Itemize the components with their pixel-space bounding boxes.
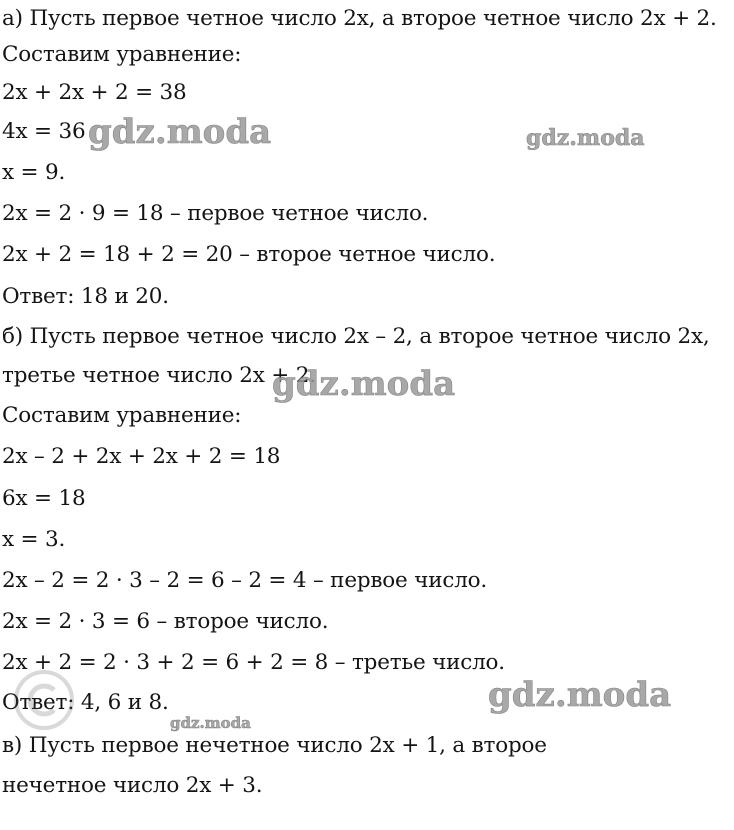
watermark-3: gdz.moda	[272, 364, 456, 404]
text-line-6: 2x = 2 · 9 = 18 – первое четное число.	[2, 201, 429, 226]
text-line-9: б) Пусть первое четное число 2x – 2, а второе четное число 2x,	[2, 324, 710, 349]
text-line-19: в) Пусть первое нечетное число 2x + 1, а второе	[2, 733, 547, 758]
text-line-16: 2x = 2 · 3 = 6 – второе число.	[2, 609, 329, 634]
text-line-14: x = 3.	[2, 527, 66, 552]
text-line-2: Составим уравнение:	[2, 42, 242, 67]
text-line-11: Составим уравнение:	[2, 403, 242, 428]
text-line-5: x = 9.	[2, 160, 66, 185]
text-line-8: Ответ: 18 и 20.	[2, 284, 169, 309]
watermark-5: gdz.moda	[170, 714, 251, 732]
watermark-4: gdz.moda	[488, 675, 672, 715]
text-line-13: 6x = 18	[2, 486, 86, 511]
text-line-18: Ответ: 4, 6 и 8.	[2, 690, 169, 715]
text-line-17: 2x + 2 = 2 · 3 + 2 = 6 + 2 = 8 – третье число.	[2, 650, 505, 675]
text-line-4: 4x = 36	[2, 119, 86, 144]
text-line-1: а) Пусть первое четное число 2x, а второе четное число 2x + 2.	[2, 6, 717, 31]
text-line-20: нечетное число 2x + 3.	[2, 773, 263, 798]
text-line-10: третье четное число 2x + 2.	[2, 363, 316, 388]
text-line-3: 2x + 2x + 2 = 38	[2, 80, 187, 105]
text-line-15: 2x – 2 = 2 · 3 – 2 = 6 – 2 = 4 – первое число.	[2, 568, 488, 593]
text-line-7: 2x + 2 = 18 + 2 = 20 – второе четное число.	[2, 242, 496, 267]
copyright-icon	[12, 668, 76, 732]
text-line-12: 2x – 2 + 2x + 2x + 2 = 18	[2, 444, 281, 469]
watermark-2: gdz.moda	[526, 125, 645, 151]
watermark-1: gdz.moda	[88, 112, 272, 152]
